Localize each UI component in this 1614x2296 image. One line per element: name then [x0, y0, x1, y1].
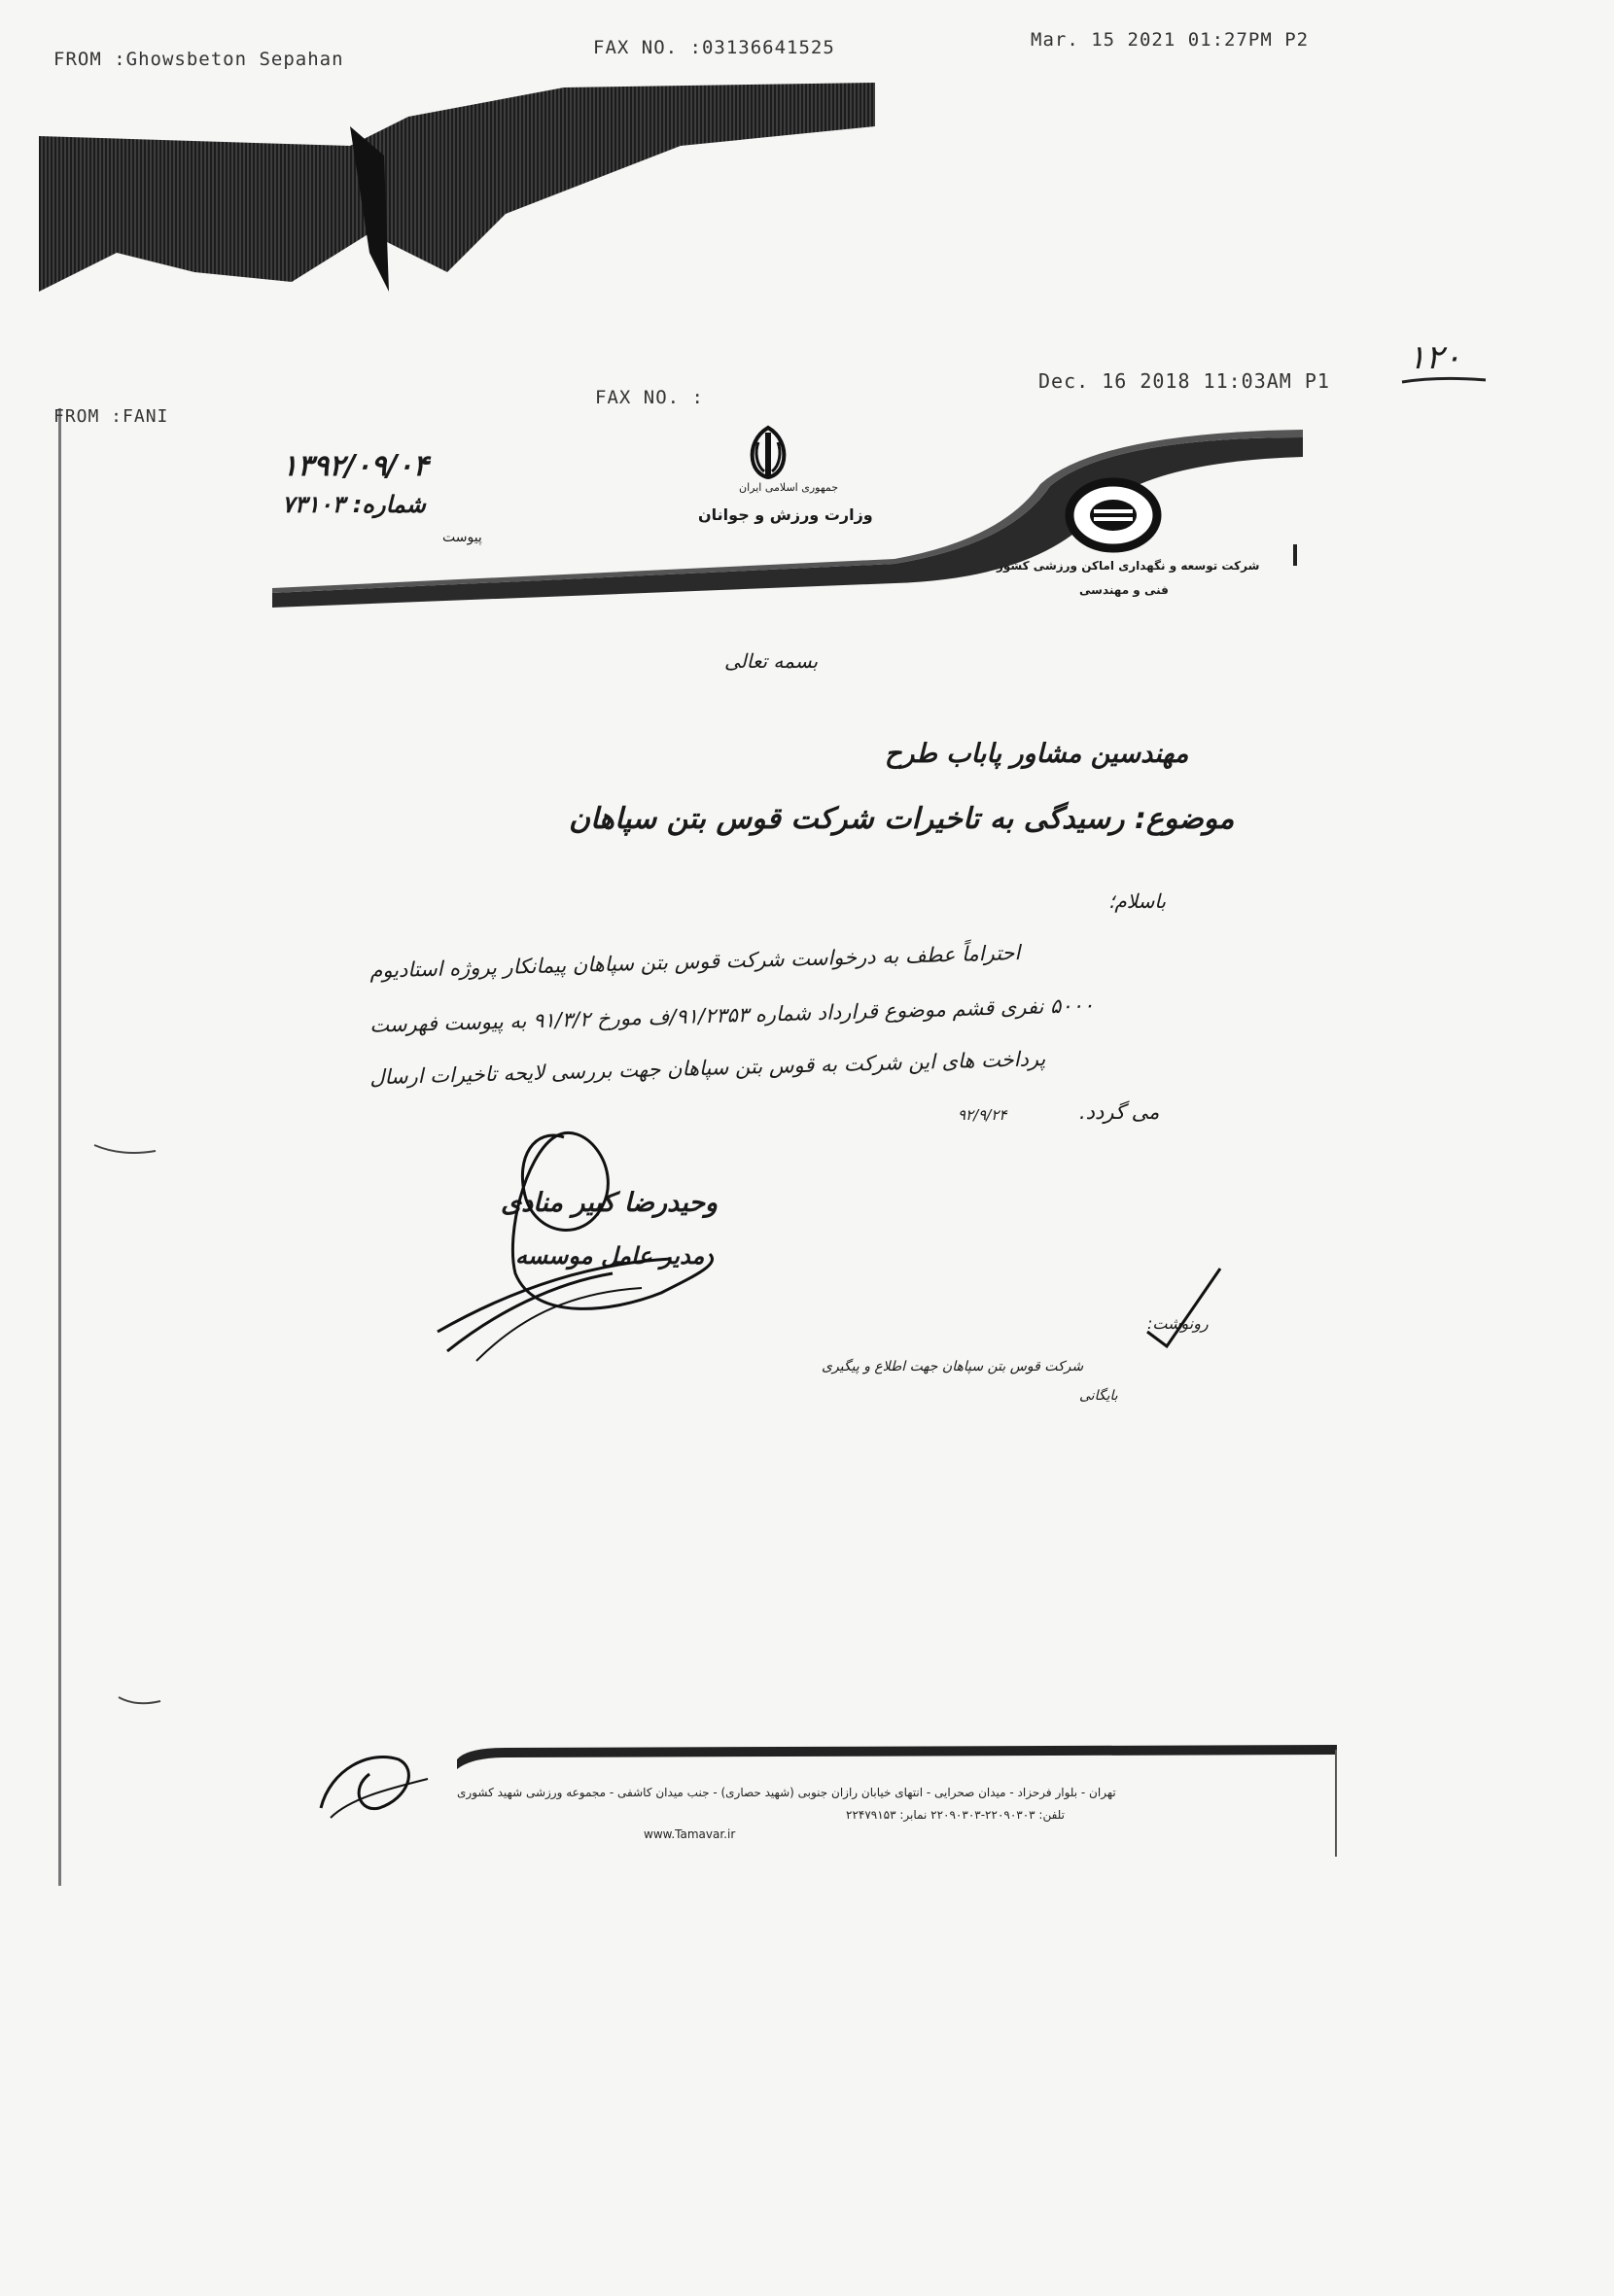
body-line-1: احتراماً عطف به درخواست شرکت قوس بتن سپاهان پیمانکار پروژه استادیوم	[368, 941, 1021, 983]
fax-from-1: FROM :Ghowsbeton Sepahan	[53, 49, 344, 70]
letter-attachment: پیوست	[442, 530, 482, 545]
company-logo-icon	[1065, 476, 1162, 554]
cc-label: رونوشت:	[1147, 1314, 1209, 1333]
signatory-title: مدیر عامل موسسه	[515, 1242, 705, 1270]
invocation: بسمه تعالی	[724, 649, 819, 673]
fax-number-1: FAX NO. :03136641525	[593, 37, 835, 58]
signature-scribble	[418, 1098, 729, 1390]
cc-line-2: بایگانی	[1079, 1388, 1118, 1404]
footer-address: تهران - بلوار فرحزاد - میدان صحرایی - انتهای خیابان رازان جنوبی (شهید حصاری) - جنب میدان کاشفی - مجموعه ورزشی شهید کشوری	[457, 1786, 1116, 1799]
footer-phones: تلفن: ۲۲۰۹۰۳۰۳-۲۲۰۹۰۳۰۳ نمابر: ۲۲۴۷۹۱۵۳	[846, 1808, 1065, 1822]
footer-edge	[1335, 1750, 1337, 1857]
handwritten-page-number: ۱۲۰	[1408, 338, 1461, 377]
greeting: باسلام؛	[1108, 889, 1167, 913]
company-name: شرکت توسعه و نگهداری اماکن ورزشی کشور	[997, 559, 1260, 573]
fax-from-2: FROM :FANI	[53, 406, 169, 427]
subject: موضوع: رسیدگی به تاخیرات شرکت قوس بتن سپاهان	[569, 802, 1235, 836]
body-line-4: می گردد.	[1079, 1100, 1160, 1124]
company-subtitle: فنی و مهندسی	[1079, 583, 1169, 597]
margin-mark	[1293, 544, 1297, 566]
handwritten-note: ۹۲/۹/۲۴	[958, 1106, 1007, 1124]
page-edge	[58, 408, 61, 1886]
underline-mark	[1400, 374, 1488, 386]
body-line-3: پرداخت های این شرکت به قوس بتن سپاهان جهت بررسی لایحه تاخیرات ارسال	[368, 1047, 1046, 1090]
letter-date: ۱۳۹۲/۰۹/۰۴	[282, 449, 429, 483]
fax-datetime-1: Mar. 15 2021 01:27PM P2	[1031, 29, 1310, 51]
scan-smear	[0, 58, 1614, 311]
letter-number: شماره: ۷۳۱۰۳	[282, 491, 426, 518]
cc-line-1: شرکت قوس بتن سپاهان جهت اطلاع و پیگیری	[822, 1359, 1084, 1374]
margin-mark-left-lower	[117, 1691, 165, 1711]
footer-website: www.Tamavar.ir	[644, 1827, 736, 1841]
recipient: مهندسین مشاور پاباب طرح	[885, 739, 1189, 769]
emblem-caption: جمهوری اسلامی ایران	[739, 481, 839, 494]
cc-check-mark	[1142, 1264, 1230, 1351]
fax-datetime-2: Dec. 16 2018 11:03AM P1	[1038, 369, 1330, 393]
ministry-name: وزارت ورزش و جوانان	[698, 505, 873, 524]
iran-emblem-icon	[739, 423, 797, 481]
signatory-name: وحیدرضا کبیر منادی	[501, 1188, 719, 1218]
footer-stamp	[311, 1730, 438, 1827]
margin-mark-left	[92, 1137, 160, 1162]
fax-number-2: FAX NO. :	[595, 387, 704, 408]
body-line-2: ۵۰۰۰ نفری قشم موضوع قرارداد شماره ۹۱/۲۳۵۳/ف مورخ ۹۱/۳/۲ به پیوست فهرست	[368, 993, 1095, 1037]
